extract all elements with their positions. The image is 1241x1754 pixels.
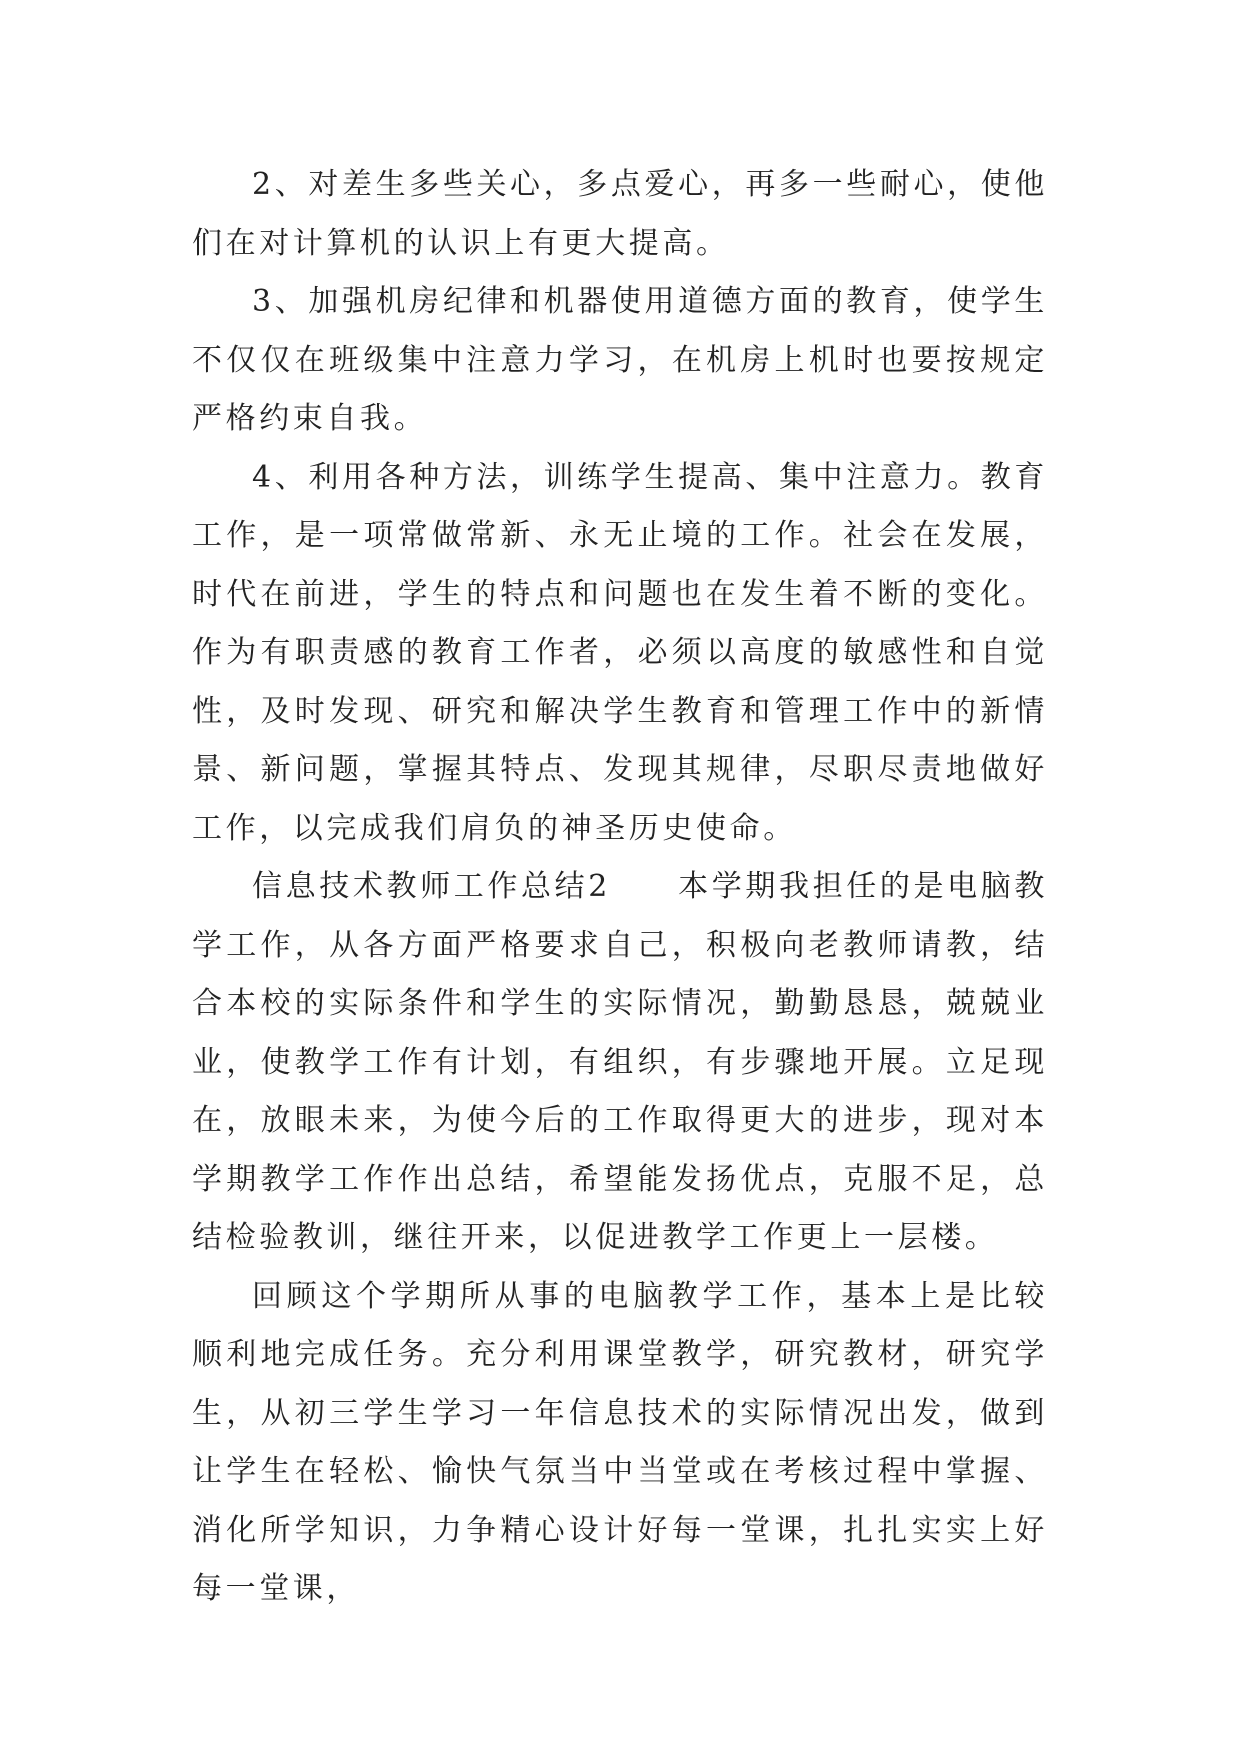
paragraph-item-3: 3、加强机房纪律和机器使用道德方面的教育，使学生不仅仅在班级集中注意力学习，在机房上机时也要按规定严格约束自我。 — [192, 284, 1048, 436]
paragraph-item-2: 2、对差生多些关心，多点爱心，再多一些耐心，使他们在对计算机的认识上有更大提高。 — [192, 167, 1048, 261]
paragraph-item-4: 4、利用各种方法，训练学生提高、集中注意力。教育工作，是一项常做常新、永无止境的工作。社会在发展，时代在前进，学生的特点和问题也在发生着不断的变化。作为有职责感的教育工作者，必须以高度的敏感性和自觉性，及时发现、研究和解决学生教育和管理工作中的新情景、新问题，掌握其特点、发现其规律，尽职尽责地做好工作，以完成我们肩负的神圣历史使命。 — [192, 459, 1048, 846]
paragraph-summary-2: 信息技术教师工作总结2 本学期我担任的是电脑教学工作，从各方面严格要求自己，积极向老教师请教，结合本校的实际条件和学生的实际情况，勤勤恳恳，兢兢业业，使教学工作有计划，有组织，有步骤地开展。立足现在，放眼未来，为使今后的工作取得更大的进步，现对本学期教学工作作出总结，希望能发扬优点，克服不足，总结检验教训，继往开来，以促进教学工作更上一层楼。 — [192, 869, 1048, 1255]
document-body — [192, 156, 1048, 1619]
paragraph-review: 回顾这个学期所从事的电脑教学工作，基本上是比较顺利地完成任务。充分利用课堂教学，研究教材，研究学生，从初三学生学习一年信息技术的实际情况出发，做到让学生在轻松、愉快气氛当中当堂或在考核过程中掌握、消化所学知识，力争精心设计好每一堂课，扎扎实实上好每一堂课， — [192, 1278, 1048, 1606]
